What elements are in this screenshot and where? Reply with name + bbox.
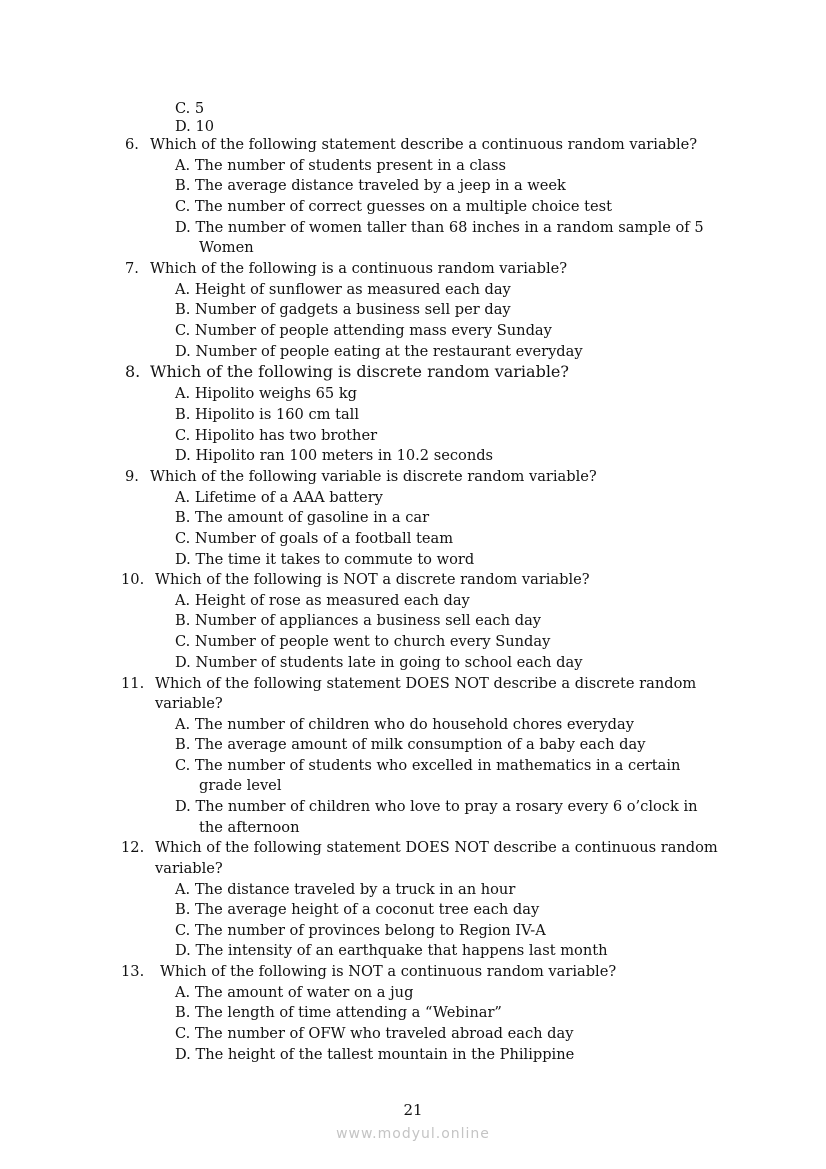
q12-question: Which of the following statement DOES NOT describe a continuous random: [155, 839, 718, 856]
q11-choice-b: B. The average amount of milk consumption of a baby each day: [175, 736, 646, 753]
q13-choice-a: A. The amount of water on a jug: [175, 984, 414, 1001]
q9-choice-a: A. Lifetime of a AAA battery: [175, 489, 383, 506]
q12-choice-b: B. The average height of a coconut tree each day: [175, 901, 540, 918]
q7-question: Which of the following is a continuous random variable?: [150, 260, 568, 277]
q7-number: 7.: [125, 260, 139, 277]
q12-number: 12.: [121, 839, 145, 856]
q6-choice-c: C. The number of correct guesses on a multiple choice test: [175, 198, 612, 215]
q11-question: Which of the following statement DOES NOT describe a discrete random: [155, 675, 697, 692]
q5-choice-c: C. 5: [175, 100, 205, 117]
q7-choice-a: A. Height of sunflower as measured each day: [175, 281, 511, 298]
q9-question: Which of the following variable is discrete random variable?: [150, 468, 597, 485]
q11-choice-d-cont: the afternoon: [199, 819, 300, 836]
q10-question: Which of the following is NOT a discrete random variable?: [155, 571, 590, 588]
q8-choice-d: D. Hipolito ran 100 meters in 10.2 seconds: [175, 447, 494, 464]
q11-choice-c-cont: grade level: [199, 777, 282, 794]
q7-choice-c: C. Number of people attending mass every Sunday: [175, 322, 552, 339]
q13-choice-c: C. The number of OFW who traveled abroad each day: [175, 1025, 574, 1042]
q10-choice-d: D. Number of students late in going to school each day: [175, 654, 583, 671]
q11-number: 11.: [121, 675, 145, 692]
q10-choice-b: B. Number of appliances a business sell each day: [175, 612, 542, 629]
q12-choice-a: A. The distance traveled by a truck in an hour: [175, 881, 516, 898]
q6-choice-d: D. The number of women taller than 68 inches in a random sample of 5: [175, 219, 704, 236]
q9-choice-c: C. Number of goals of a football team: [175, 530, 454, 547]
q9-choice-d: D. The time it takes to commute to word: [175, 551, 475, 568]
q5-choice-d: D. 10: [175, 118, 215, 135]
q13-question: Which of the following is NOT a continuous random variable?: [160, 963, 617, 980]
watermark: www.modyul.online: [336, 1126, 490, 1142]
q10-number: 10.: [121, 571, 145, 588]
q6-choice-b: B. The average distance traveled by a jeep in a week: [175, 177, 566, 194]
q11-question-cont: variable?: [155, 695, 223, 712]
q12-choice-c: C. The number of provinces belong to Region IV-A: [175, 922, 546, 939]
q12-choice-d: D. The intensity of an earthquake that happens last month: [175, 942, 608, 959]
q7-choice-d: D. Number of people eating at the restaurant everyday: [175, 343, 583, 360]
q8-choice-a: A. Hipolito weighs 65 kg: [175, 385, 358, 402]
q8-choice-b: B. Hipolito is 160 cm tall: [175, 406, 359, 423]
q7-choice-b: B. Number of gadgets a business sell per day: [175, 301, 511, 318]
q10-choice-a: A. Height of rose as measured each day: [175, 592, 470, 609]
q13-choice-d: D. The height of the tallest mountain in the Philippine: [175, 1046, 575, 1063]
q6-choice-d-cont: Women: [199, 239, 254, 256]
q10-choice-c: C. Number of people went to church every Sunday: [175, 633, 551, 650]
q13-number: 13.: [121, 963, 145, 980]
q11-choice-d: D. The number of children who love to pray a rosary every 6 o’clock in: [175, 798, 698, 815]
q8-choice-c: C. Hipolito has two brother: [175, 427, 378, 444]
q6-choice-a: A. The number of students present in a class: [175, 157, 506, 174]
q8-number: 8.: [125, 362, 141, 381]
q8-question: Which of the following is discrete random variable?: [150, 362, 569, 381]
q6-number: 6.: [125, 136, 139, 153]
q9-number: 9.: [125, 468, 139, 485]
q11-choice-c: C. The number of students who excelled in mathematics in a certain: [175, 757, 681, 774]
q12-question-cont: variable?: [155, 860, 223, 877]
q9-choice-b: B. The amount of gasoline in a car: [175, 509, 430, 526]
q6-question: Which of the following statement describe a continuous random variable?: [150, 136, 698, 153]
q11-choice-a: A. The number of children who do household chores everyday: [175, 716, 634, 733]
page-number: 21: [403, 1101, 423, 1119]
q13-choice-b: B. The length of time attending a “Webinar”: [175, 1004, 502, 1021]
